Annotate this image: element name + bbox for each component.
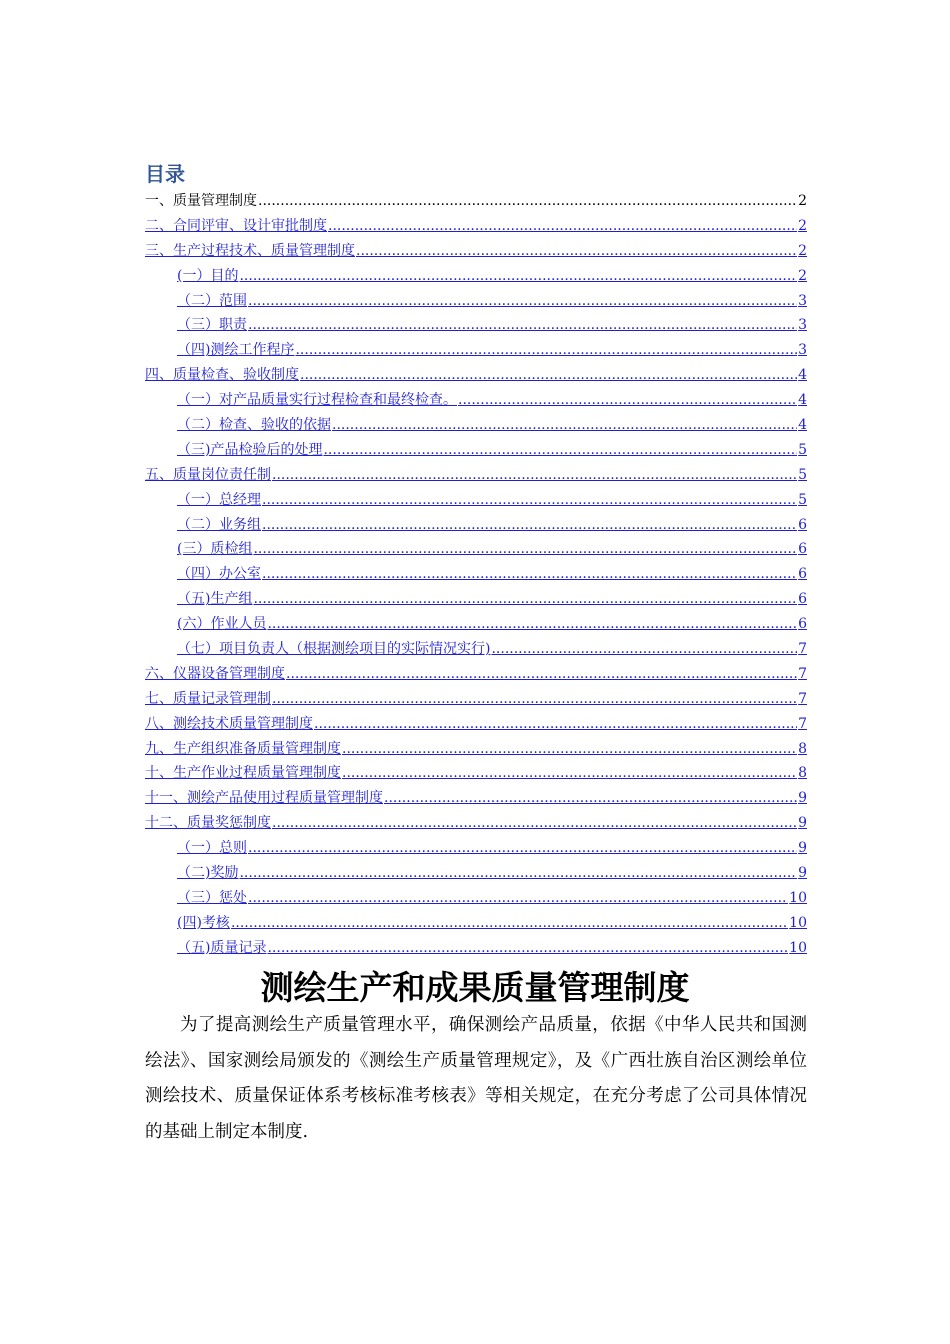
toc-leader-dots <box>248 888 788 908</box>
toc-entry-label: 七、质量记录管理制 <box>145 690 271 707</box>
toc-entry[interactable] <box>145 813 807 838</box>
toc-entry-page-number: 7 <box>798 690 807 707</box>
toc-entry[interactable] <box>145 589 807 614</box>
toc-entry-page-number: 8 <box>798 765 807 782</box>
toc-leader-dots <box>272 689 797 709</box>
toc-entry-page-number: 7 <box>798 641 807 658</box>
toc-entry-label: (三）质检组 <box>177 541 253 558</box>
toc-leader-dots <box>262 490 797 510</box>
toc-entry[interactable] <box>145 664 807 689</box>
toc-entry[interactable] <box>145 216 807 241</box>
toc-leader-dots <box>300 365 797 385</box>
toc-leader-dots <box>248 315 797 335</box>
toc-leader-dots <box>272 813 797 833</box>
toc-entry-label: （三）惩处 <box>177 889 247 906</box>
toc-entry-label: （一）对产品质量实行过程检查和最终检查。 <box>177 392 457 409</box>
toc-entry-label: 十二、质量奖惩制度 <box>145 815 271 832</box>
toc-entry-page-number: 5 <box>798 491 807 508</box>
toc-entry-label: （五)生产组 <box>177 591 253 608</box>
toc-entry-page-number: 10 <box>789 889 807 906</box>
toc-entry-page-number: 3 <box>798 292 807 309</box>
toc-leader-dots <box>258 191 797 211</box>
toc-entry[interactable] <box>145 266 807 291</box>
toc-entry[interactable] <box>145 564 807 589</box>
toc-leader-dots <box>267 938 788 958</box>
toc-entry-page-number: 4 <box>798 417 807 434</box>
toc-entry-page-number: 9 <box>798 865 807 882</box>
toc-leader-dots <box>253 539 797 559</box>
toc-entry-page-number: 6 <box>798 616 807 633</box>
toc-entry-label: (四)考核 <box>177 914 230 931</box>
toc-entry-page-number: 6 <box>798 541 807 558</box>
toc-entry[interactable] <box>145 291 807 316</box>
toc-entry-label: （七）项目负责人（根据测绘项目的实际情况实行) <box>177 641 491 658</box>
toc-entry[interactable] <box>145 490 807 515</box>
toc-entry-label: （四）办公室 <box>177 566 261 583</box>
toc-entry-page-number: 10 <box>789 914 807 931</box>
toc-entry-page-number: 6 <box>798 591 807 608</box>
toc-entry[interactable] <box>145 838 807 863</box>
toc-entry-page-number: 5 <box>798 441 807 458</box>
toc-entry-page-number: 2 <box>798 217 807 234</box>
toc-leader-dots <box>272 465 797 485</box>
toc-entry-label: (六）作业人员 <box>177 616 267 633</box>
toc-entry-page-number: 4 <box>798 392 807 409</box>
toc-leader-dots <box>356 241 797 261</box>
toc-entry-label: 三、生产过程技术、质量管理制度 <box>145 242 355 259</box>
toc-entry-page-number: 3 <box>798 317 807 334</box>
toc-entry-page-number: 2 <box>798 193 807 209</box>
intro-paragraph: 为了提高测绘生产质量管理水平，确保测绘产品质量，依据《中华人民共和国测绘法》、国家测绘局颁发的《测绘生产质量管理规定》，及《广西壮族自治区测绘单位测绘技术、质量保证体系考核标准考核表》等相关规定，在充分考虑了公司具体情况的基础上制定本制度. <box>145 1015 807 1142</box>
toc-leader-dots <box>248 291 797 311</box>
toc-entry[interactable] <box>145 440 807 465</box>
toc-entry-label: （五)质量记录 <box>177 939 267 956</box>
toc-entry-label: 一、质量管理制度 <box>145 193 257 209</box>
toc-entry-page-number: 9 <box>798 815 807 832</box>
toc-entry-page-number: 6 <box>798 566 807 583</box>
toc-entry-label: （三）职责 <box>177 317 247 334</box>
toc-entry[interactable] <box>145 539 807 564</box>
toc-entry[interactable] <box>145 614 807 639</box>
toc-entry-label: （一）总经理 <box>177 491 261 508</box>
toc-entry-page-number: 7 <box>798 665 807 682</box>
toc-leader-dots <box>262 515 797 535</box>
toc-entry <box>145 191 807 216</box>
toc-leader-dots <box>286 664 797 684</box>
toc-entry-label: 八、测绘技术质量管理制度 <box>145 715 313 732</box>
toc-leader-dots <box>314 714 797 734</box>
toc-entry-label: （二）范围 <box>177 292 247 309</box>
toc-entry-page-number: 7 <box>798 715 807 732</box>
toc-leader-dots <box>342 763 797 783</box>
toc-entry[interactable] <box>145 913 807 938</box>
toc-leader-dots <box>248 838 797 858</box>
toc-entry-label: 四、质量检查、验收制度 <box>145 367 299 384</box>
toc-entry-page-number: 10 <box>789 939 807 956</box>
toc-entry[interactable] <box>145 938 807 963</box>
toc-entry-page-number: 2 <box>798 242 807 259</box>
toc-entry[interactable] <box>145 390 807 415</box>
toc-entry[interactable] <box>145 863 807 888</box>
toc-entry[interactable] <box>145 365 807 390</box>
toc-leader-dots <box>267 614 797 634</box>
toc-leader-dots <box>253 589 797 609</box>
toc-entry-label: 五、质量岗位责任制 <box>145 466 271 483</box>
toc-entry-label: 十、生产作业过程质量管理制度 <box>145 765 341 782</box>
document-title: 测绘生产和成果质量管理制度 <box>260 968 690 1007</box>
table-of-contents <box>145 191 807 963</box>
toc-entry-label: （四)测绘工作程序 <box>177 342 295 359</box>
toc-entry[interactable] <box>145 515 807 540</box>
toc-entry-label: （二）业务组 <box>177 516 261 533</box>
toc-entry[interactable] <box>145 639 807 664</box>
toc-leader-dots <box>231 913 788 933</box>
toc-leader-dots <box>491 639 797 659</box>
toc-entry-page-number: 9 <box>798 840 807 857</box>
toc-leader-dots <box>342 739 797 759</box>
toc-entry-label: 六、仪器设备管理制度 <box>145 665 285 682</box>
toc-entry-page-number: 3 <box>798 342 807 359</box>
toc-entry[interactable] <box>145 465 807 490</box>
toc-entry-label: （二）检查、验收的依据 <box>177 417 331 434</box>
toc-entry-label: 九、生产组织准备质量管理制度 <box>145 740 341 757</box>
toc-leader-dots <box>323 440 797 460</box>
toc-entry[interactable] <box>145 415 807 440</box>
toc-entry-label: (一）目的 <box>177 267 239 284</box>
toc-entry[interactable] <box>145 739 807 764</box>
toc-entry-label: （二)奖励 <box>177 865 239 882</box>
toc-leader-dots <box>384 788 797 808</box>
toc-entry[interactable] <box>145 788 807 813</box>
toc-entry-page-number: 9 <box>798 790 807 807</box>
toc-entry-label: （三)产品检验后的处理 <box>177 441 323 458</box>
toc-entry[interactable] <box>145 689 807 714</box>
toc-leader-dots <box>328 216 797 236</box>
toc-entry-page-number: 6 <box>798 516 807 533</box>
toc-entry[interactable] <box>145 763 807 788</box>
toc-entry-label: （一）总则 <box>177 840 247 857</box>
toc-entry[interactable] <box>145 241 807 266</box>
toc-leader-dots <box>332 415 797 435</box>
toc-entry[interactable] <box>145 315 807 340</box>
toc-leader-dots <box>458 390 797 410</box>
toc-entry[interactable] <box>145 714 807 739</box>
toc-entry-page-number: 2 <box>798 267 807 284</box>
toc-entry-page-number: 8 <box>798 740 807 757</box>
toc-leader-dots <box>262 564 797 584</box>
toc-entry[interactable] <box>145 340 807 365</box>
toc-entry-page-number: 5 <box>798 466 807 483</box>
toc-entry[interactable] <box>145 888 807 913</box>
toc-entry-page-number: 4 <box>798 367 807 384</box>
toc-entry-label: 二、合同评审、设计审批制度 <box>145 217 327 234</box>
toc-leader-dots <box>239 266 797 286</box>
toc-entry-label: 十一、测绘产品使用过程质量管理制度 <box>145 790 383 807</box>
toc-title: 目录 <box>145 162 185 186</box>
toc-leader-dots <box>239 863 797 883</box>
toc-leader-dots <box>295 340 797 360</box>
